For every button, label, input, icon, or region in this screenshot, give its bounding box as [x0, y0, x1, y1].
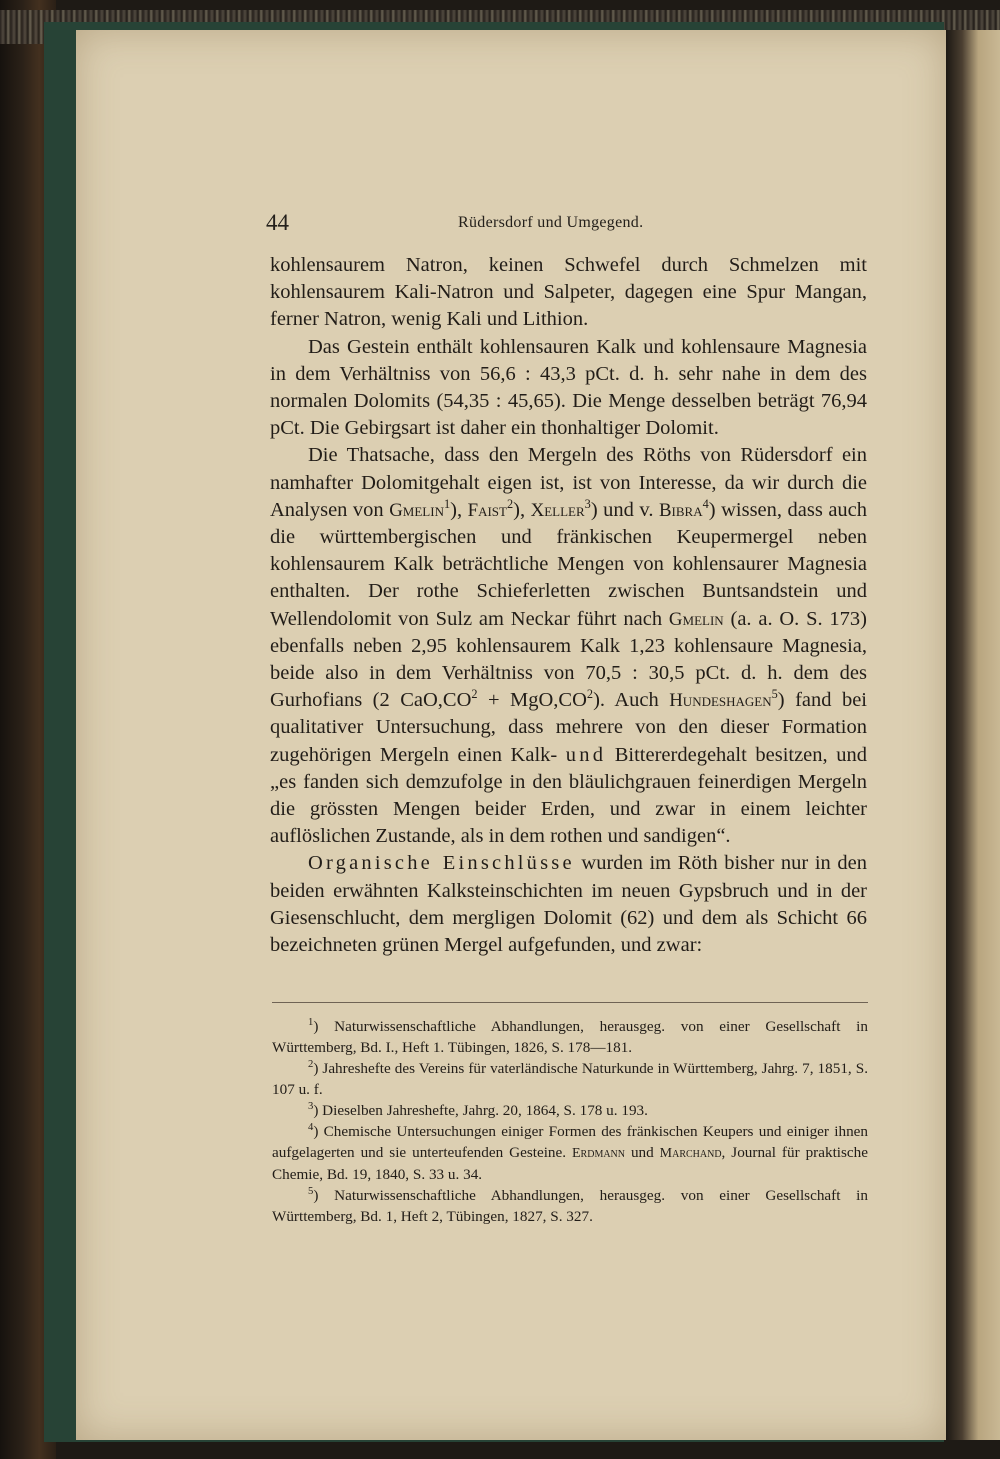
paragraph-4: [270, 850, 867, 959]
section-emphasis: Organische Einschlüsse: [308, 852, 575, 875]
author-erdmann: Erdmann: [572, 1146, 625, 1161]
author-gmelin: Gmelin: [668, 608, 724, 630]
author-marchand: Marchand: [659, 1146, 722, 1161]
footnote-number: 4: [308, 1121, 314, 1133]
footnote-ref-5: 5: [771, 687, 778, 702]
author-bibra: Bibra: [658, 499, 703, 521]
author-faist: Faist: [467, 499, 507, 521]
footnotes: [272, 1016, 868, 1227]
paragraph-3-text: (a. a. O. S. 173) ebenfalls neben 2,95 kohlensaurem Kalk 1,23 kohlensaure Magnesia, beide also in dem Verhältniss von 70,5 : 30,5 pCt. d. h. dem des Gurhofians (2 CaO,CO: [270, 607, 867, 712]
footnote-text: ) Chemische Untersuchungen einiger Formen des fränkischen Keupers und einiger ihnen aufgelagerten und sie unterteufenden Gesteine.: [272, 1123, 868, 1161]
footnote-divider: [272, 1002, 868, 1003]
footnote-text: , Journal für praktische Chemie, Bd. 19, 1840, S. 33 u. 34.: [272, 1144, 868, 1183]
paragraph-3-text: ) und v.: [590, 498, 659, 521]
footnote-text: und: [625, 1144, 660, 1161]
footnote-ref-2: 2: [506, 497, 514, 511]
paragraph-2: Das Gestein enthält kohlensauren Kalk und kohlensaure Magnesia in dem Verhältniss von 56,6 : 43,3 pCt. d. h. sehr nahe in dem des normalen Dolomits (54,35 : 45,65). Die Menge desselben beträgt 76,94 pCt. Die Gebirgsart ist daher ein thonhaltiger Dolomit.: [270, 335, 867, 440]
footnote-text: ) Naturwissenschaftliche Abhandlungen, herausgeg. von einer Gesellschaft in Württemberg, Bd. I., Heft 1. Tübingen, 1826, S. 178—181.: [272, 1018, 868, 1056]
footnote-number: 3: [308, 1100, 314, 1112]
paragraph-3: [270, 442, 867, 850]
footnote-text: ) Jahreshefte des Vereins für vaterländische Naturkunde in Württemberg, Jahrg. 7, 1851, S. 107 u. f.: [272, 1060, 868, 1098]
footnote-ref-1: 1: [443, 497, 451, 511]
page-number: 44: [266, 210, 289, 235]
paragraph-3-text: ) fand bei qualitativer Untersuchung, dass mehrere von den dieser Formation zugehörigen Mergeln einen Kalk-: [270, 689, 867, 766]
footnote-ref-3: 3: [584, 497, 591, 511]
body-text: [270, 252, 867, 959]
author-xeller: Xeller: [530, 499, 585, 521]
footnote-5: [272, 1185, 868, 1227]
paragraph-3-text: Die Thatsache, dass den Mergeln des Röths von Rüdersdorf ein namhafter Dolomitgehalt eigen ist, ist von Interesse, da wir durch die Analysen von: [270, 444, 867, 521]
running-title: Rüdersdorf und Umgegend.: [458, 214, 644, 231]
formula-superscript: 2: [471, 687, 478, 702]
footnote-1: [272, 1016, 868, 1058]
paragraph-1: kohlensaurem Natron, keinen Schwefel durch Schmelzen mit kohlensaurem Kali-Natron und Salpeter, dagegen eine Spur Mangan, ferner Natron, wenig Kali und Lithion.: [270, 254, 867, 331]
footnote-number: 2: [308, 1058, 314, 1070]
page-header: [266, 208, 866, 238]
footnote-2: [272, 1058, 868, 1100]
paragraph-3-text: ). Auch: [593, 689, 670, 712]
paragraph-3-text: ),: [450, 498, 468, 521]
paragraph-3-text: ),: [513, 498, 531, 521]
formula-superscript: 2: [586, 687, 594, 702]
paragraph-3-text: ) wissen, dass auch die württembergischen und fränkischen Keupermergel neben kohlensaurem Kalk beträchtliche Mengen von kohlensaurer Magnesia enthalten. Der rothe Schieferletten zwischen Buntsandstein und Wellendolomit von Sulz am Neckar führt nach: [270, 498, 868, 630]
paragraph-3-text: + MgO,CO: [477, 689, 587, 712]
footnote-number: 1: [308, 1016, 314, 1028]
paragraph-4-text: wurden im Röth bisher nur in den beiden erwähnten Kalksteinschichten im neuen Gypsbruch und in der Giesenschlucht, dem mergligen Dolomit (62) und dem als Schicht 66 bezeichneten grünen Mergel aufgefunden, und zwar:: [270, 852, 867, 957]
footnote-text: ) Naturwissenschaftliche Abhandlungen, herausgeg. von einer Gesellschaft in Württemberg, Bd. 1, Heft 2, Tübingen, 1827, S. 327.: [272, 1187, 868, 1225]
author-gmelin: Gmelin: [389, 499, 444, 521]
footnote-number: 5: [308, 1185, 314, 1197]
adjacent-page-edge: [946, 30, 1000, 1440]
footnote-4: [272, 1121, 868, 1185]
footnote-ref-4: 4: [702, 497, 709, 511]
author-hundeshagen: Hundeshagen: [669, 690, 772, 712]
paragraph-3-text: Bittererdegehalt besitzen, und „es fanden sich demzufolge in den bläulichgrauen feinerdigen Mergeln die grössten Mengen beider Erden, und zwar in einem leichter auflöslichen Zustande, als in dem rothen und sandigen“.: [270, 743, 867, 848]
footnote-text: ) Dieselben Jahreshefte, Jahrg. 20, 1864, S. 178 u. 193.: [313, 1102, 648, 1119]
footnote-3: [272, 1100, 868, 1121]
spaced-emphasis: und: [565, 743, 607, 766]
